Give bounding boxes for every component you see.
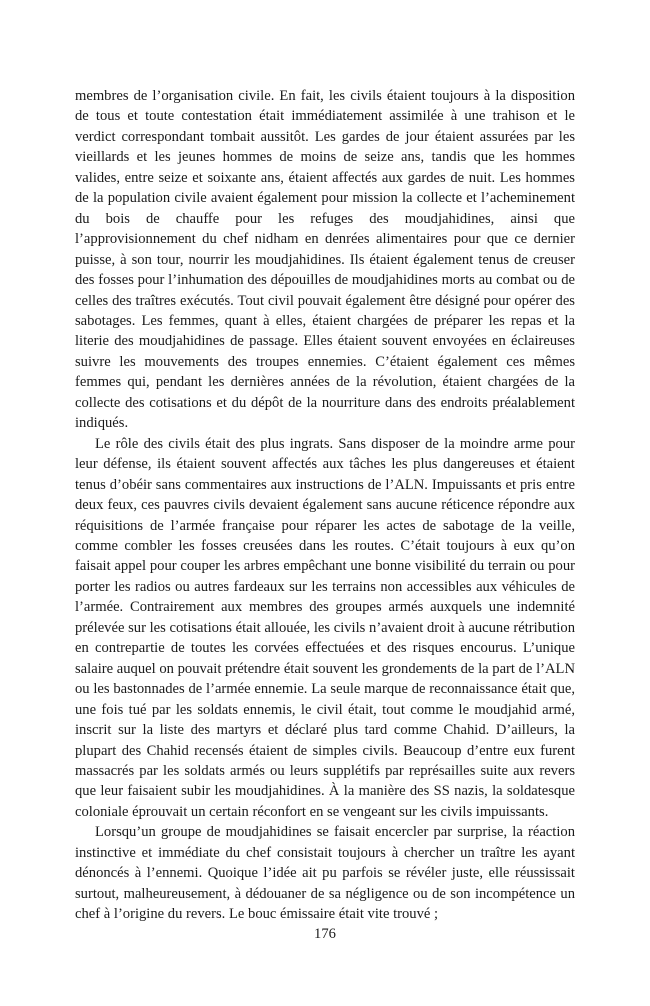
paragraph-1: membres de l’organisation civile. En fait, les civils étaient toujours à la disposition de tous et toute contestation était immédiatement assimilée à une trahison et le verdict correspondant tombait aussitôt. Les gardes de jour étaient assurées par les vieillards et les jeunes hommes de moins de seize ans, tandis que les hommes valides, entre seize et soixante ans, étaient affectés aux gardes de nuit. Les hommes de la population civile avaient également pour mission la collecte et l’acheminement du bois de chauffe pour les refuges des moudjahidines, ainsi que l’approvisionnement du chef nidham en denrées alimentaires pour que ce dernier puisse, à son tour, nourrir les moudjahidines. Ils étaient également tenus de creuser des fosses pour l’inhumation des dépouilles de moudjahidines morts au combat ou de celles des traîtres exécutés. Tout civil pouvait également être désigné pour opérer des sabotages. Les femmes, quant à elles, étaient chargées de préparer les repas et la literie des moudjahidines de passage. Elles étaient souvent envoyées en éclaireuses suivre les mouvements des troupes ennemies. C’étaient également ces mêmes femmes qui, pendant les dernières années de la révolution, étaient chargées de la collecte des cotisations et du dépôt de la nourriture dans des endroits préalablement indiqués. [75,88,575,432]
paragraph-2: Le rôle des civils était des plus ingrats. Sans disposer de la moindre arme pour leur défense, ils étaient souvent affectés aux tâches les plus dangereuses et étaient tenus d’obéir sans commentaires aux instructions de l’ALN. Impuissants et pris entre deux feux, ces pauvres civils devaient également sans aucune réticence répondre aux réquisitions de l’armée française pour réparer les actes de sabotage de la veille, comme combler les fosses creusées dans les routes. C’était toujours à eux qu’on faisait appel pour couper les arbres empêchant une bonne visibilité du terrain ou pour porter les radios ou autres fardeaux sur les terrains non accessibles aux véhicules de l’armée. Contrairement aux membres des groupes armés auxquels une indemnité prélevée sur les cotisations était allouée, les civils n’avaient droit à aucune rétribution en contrepartie de toutes les corvées effectuées et des risques encourus. L’unique salaire auquel on pouvait prétendre était souvent les grondements de la part de l’ALN ou les bastonnades de l’armée ennemie. La seule marque de reconnaissance était que, une fois tué par les soldats ennemis, le civil était, tout comme le moudjahid armé, inscrit sur la liste des martyrs et déclaré plus tard comme Chahid. D’ailleurs, la plupart des Chahid recensés étaient de simples civils. Beaucoup d’entre eux furent massacrés par les soldats armés ou leurs supplétifs par représailles suite aux revers que leur faisaient subir les moudjahidines. À la manière des SS nazis, la soldatesque coloniale éprouvait un certain réconfort en se vengeant sur les civils impuissants. [75,435,575,820]
page-number: 176 [314,926,336,942]
body-text [75,86,575,925]
paragraph-3: Lorsqu’un groupe de moudjahidines se faisait encercler par surprise, la réaction instinctive et immédiate du chef consistait toujours à chercher un traître les ayant dénoncés à l’ennemi. Quoique l’idée ait pu parfois se révéler juste, elle réussissait surtout, malheureusement, à dédouaner de sa négligence ou de son incompétence un chef à l’origine du revers. Le bouc émissaire était vite trouvé ; [75,824,575,923]
